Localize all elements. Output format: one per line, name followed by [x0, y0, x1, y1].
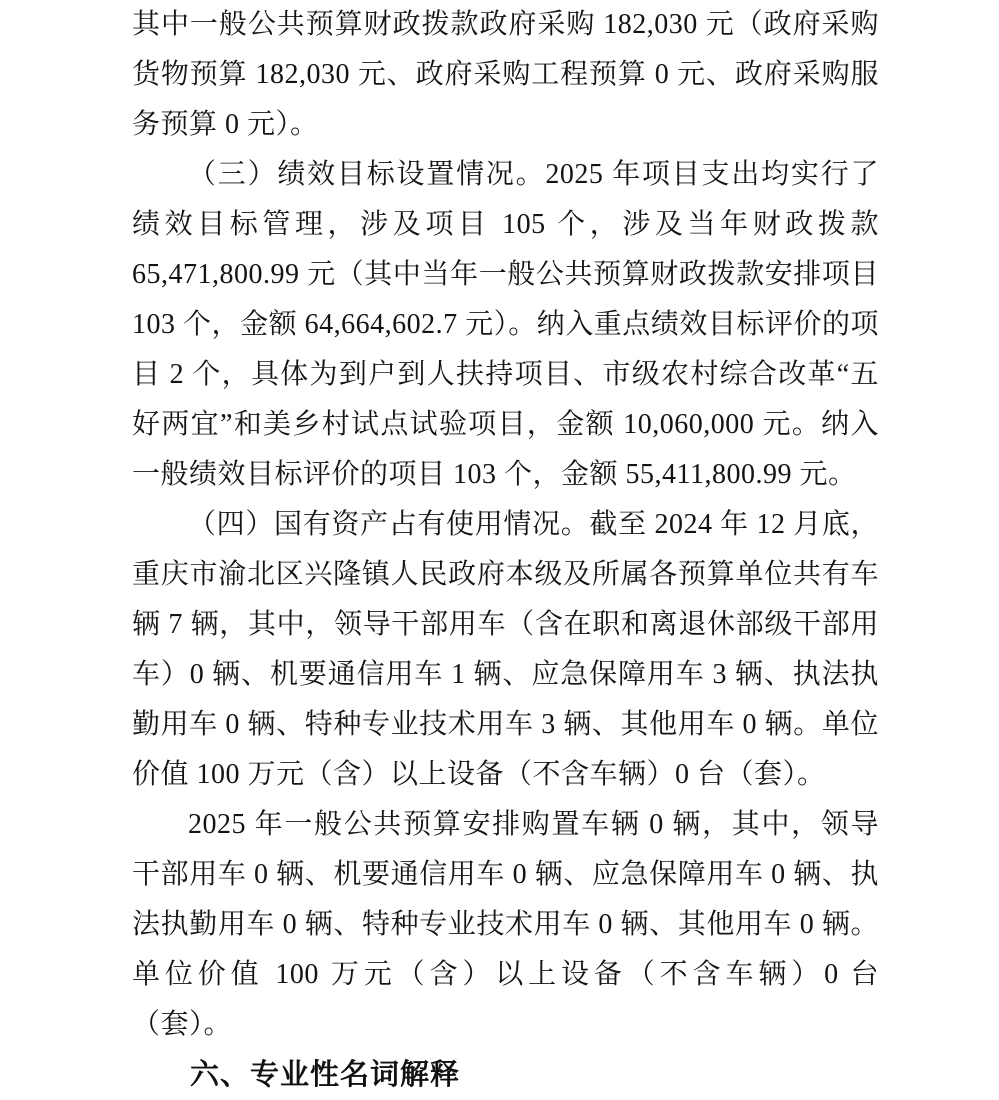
para-procurement-continued: 其中一般公共预算财政拨款政府采购 182,030 元（政府采购货物预算 182,030 元、政府采购工程预算 0 元、政府采购服务预算 0 元）。: [132, 9, 879, 140]
section-6-heading: 六、专业性名词解释: [190, 1059, 461, 1091]
para-2025-vehicle-purchase: 2025 年一般公共预算安排购置车辆 0 辆，其中，领导干部用车 0 辆、机要通信用车 0 辆、应急保障用车 0 辆、执法执勤用车 0 辆、特种专业技术用车 0 辆、其他用车 0 辆。单位价值 100 万元（含）以上设备（不含车辆）0 台（套）。: [132, 809, 879, 1040]
para-section-4-state-owned-assets: （四）国有资产占有使用情况。截至 2024 年 12 月底，重庆市渝北区兴隆镇人民政府本级及所属各预算单位共有车辆 7 辆，其中，领导干部用车（含在职和离退休部级干部用车）0 辆、机要通信用车 1 辆、应急保障用车 3 辆、执法执勤用车 0 辆、特种专业技术用车 3 辆、其他用车 0 辆。单位价值 100 万元（含）以上设备（不含车辆）0 台（套）。: [132, 509, 879, 790]
para-section-3-performance-targets: （三）绩效目标设置情况。2025 年项目支出均实行了绩效目标管理，涉及项目 105 个，涉及当年财政拨款 65,471,800.99 元（其中当年一般公共预算财政拨款安排项目 103 个，金额 64,664,602.7 元）。纳入重点绩效目标评价的项目 2 个，具体为到户到人扶持项目、市级农村综合改革“五好两宜”和美乡村试点试验项目，金额 10,060,000 元。纳入一般绩效目标评价的项目 103 个，金额 55,411,800.99 元。: [132, 159, 879, 490]
document-body: [132, 0, 879, 1050]
